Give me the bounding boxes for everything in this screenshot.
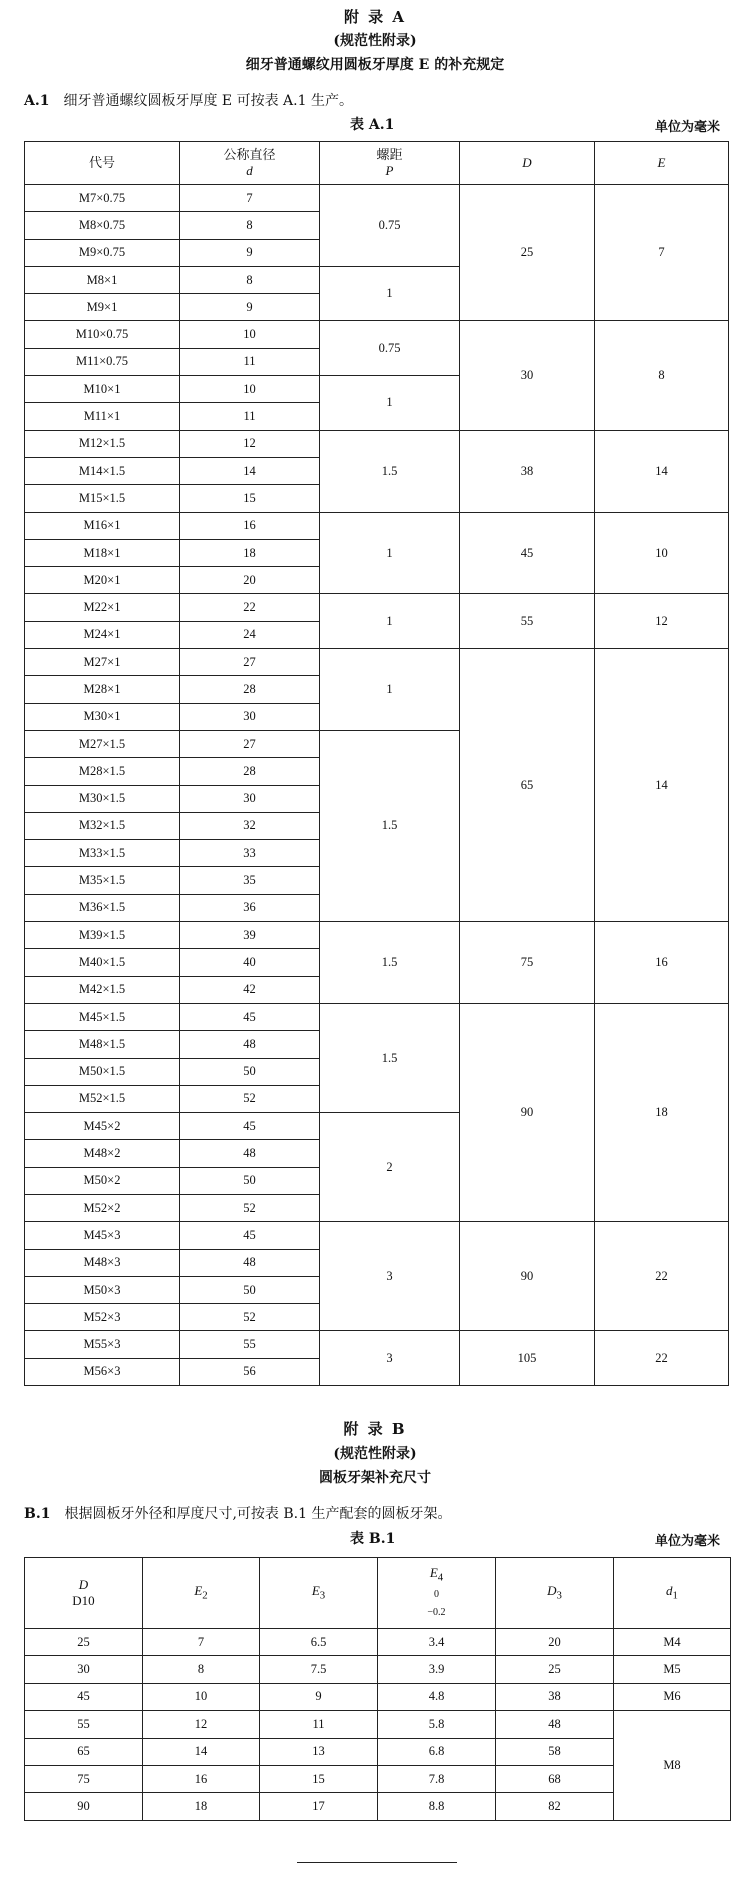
- cell-pitch: 1: [320, 594, 460, 649]
- table-row: [25, 185, 729, 212]
- header-b-E4-lower-tol: −0.2: [427, 1607, 446, 1619]
- cell-code: M10×0.75: [25, 321, 180, 348]
- cell-D3: 25: [496, 1656, 614, 1683]
- cell-code: M11×1: [25, 403, 180, 430]
- cell-code: M33×1.5: [25, 840, 180, 867]
- clause-a1: [24, 90, 353, 110]
- cell-code: M28×1.5: [25, 758, 180, 785]
- cell-nominal-diameter: 45: [180, 1222, 320, 1249]
- cell-pitch: 2: [320, 1113, 460, 1222]
- cell-D: 75: [460, 922, 595, 1004]
- header-E: E: [595, 142, 729, 185]
- cell-nominal-diameter: 14: [180, 457, 320, 484]
- cell-code: M35×1.5: [25, 867, 180, 894]
- cell-E: 10: [595, 512, 729, 594]
- cell-E2: 16: [143, 1765, 260, 1792]
- cell-nominal-diameter: 45: [180, 1113, 320, 1140]
- cell-E4: 3.4: [378, 1629, 496, 1656]
- cell-E: 7: [595, 185, 729, 321]
- cell-nominal-diameter: 7: [180, 185, 320, 212]
- cell-code: M20×1: [25, 567, 180, 594]
- table-b1-unit: 单位为毫米: [654, 1534, 720, 1549]
- cell-code: M50×2: [25, 1167, 180, 1194]
- cell-pitch: 1: [320, 649, 460, 731]
- cell-nominal-diameter: 11: [180, 403, 320, 430]
- clause-b1-text: 根据圆板牙外径和厚度尺寸,可按表 B.1 生产配套的圆板牙架。: [64, 1506, 452, 1522]
- clause-b1: [24, 1503, 451, 1523]
- cell-pitch: 1: [320, 512, 460, 594]
- cell-pitch: 1.5: [320, 1003, 460, 1112]
- cell-D: 90: [460, 1222, 595, 1331]
- header-b-D-tolerance: D10: [72, 1593, 95, 1608]
- cell-nominal-diameter: 11: [180, 348, 320, 375]
- cell-nominal-diameter: 35: [180, 867, 320, 894]
- cell-d1: M4: [614, 1629, 731, 1656]
- table-a1-header-row: [25, 142, 729, 185]
- cell-nominal-diameter: 22: [180, 594, 320, 621]
- cell-code: M11×0.75: [25, 348, 180, 375]
- cell-D3: 20: [496, 1629, 614, 1656]
- appendix-b-subtitle: 圆板牙架补充尺寸: [319, 1470, 431, 1486]
- cell-code: M50×3: [25, 1276, 180, 1303]
- cell-pitch: 1: [320, 376, 460, 431]
- cell-D: 75: [25, 1765, 143, 1792]
- cell-code: M50×1.5: [25, 1058, 180, 1085]
- cell-code: M27×1: [25, 649, 180, 676]
- cell-nominal-diameter: 28: [180, 758, 320, 785]
- cell-nominal-diameter: 50: [180, 1167, 320, 1194]
- cell-pitch: 1.5: [320, 730, 460, 921]
- cell-code: M30×1: [25, 703, 180, 730]
- cell-nominal-diameter: 9: [180, 294, 320, 321]
- cell-code: M8×1: [25, 266, 180, 293]
- cell-E2: 8: [143, 1656, 260, 1683]
- cell-nominal-diameter: 50: [180, 1058, 320, 1085]
- cell-code: M8×0.75: [25, 212, 180, 239]
- header-pitch-symbol: P: [385, 163, 394, 178]
- header-b-E2: $E_2$: [143, 1558, 260, 1629]
- cell-E3: 9: [260, 1683, 378, 1710]
- cell-nominal-diameter: 50: [180, 1276, 320, 1303]
- cell-E: 22: [595, 1331, 729, 1386]
- cell-nominal-diameter: 15: [180, 485, 320, 512]
- cell-D: 55: [460, 594, 595, 649]
- cell-E4: 8.8: [378, 1793, 496, 1820]
- table-row: [25, 1629, 731, 1656]
- table-row: [25, 922, 729, 949]
- cell-D: 30: [460, 321, 595, 430]
- table-b1-caption: 表 B.1: [350, 1531, 396, 1547]
- cell-nominal-diameter: 27: [180, 730, 320, 757]
- table-row: [25, 512, 729, 539]
- cell-nominal-diameter: 48: [180, 1249, 320, 1276]
- cell-E2: 10: [143, 1683, 260, 1710]
- header-pitch: [320, 142, 460, 185]
- table-row: [25, 321, 729, 348]
- cell-code: M42×1.5: [25, 976, 180, 1003]
- cell-pitch: 1.5: [320, 430, 460, 512]
- cell-code: M36×1.5: [25, 894, 180, 921]
- cell-E: 16: [595, 922, 729, 1004]
- cell-nominal-diameter: 20: [180, 567, 320, 594]
- cell-code: M56×3: [25, 1358, 180, 1385]
- cell-code: M48×3: [25, 1249, 180, 1276]
- cell-code: M24×1: [25, 621, 180, 648]
- cell-E: 14: [595, 430, 729, 512]
- table-a1-body: [25, 185, 729, 1386]
- header-b-d1: $d_1$: [614, 1558, 731, 1629]
- header-b-E3: $E_3$: [260, 1558, 378, 1629]
- header-b-D: [25, 1558, 143, 1629]
- table-row: [25, 1003, 729, 1030]
- cell-D: 45: [25, 1683, 143, 1710]
- cell-D3: 68: [496, 1765, 614, 1792]
- cell-D3: 38: [496, 1683, 614, 1710]
- cell-nominal-diameter: 33: [180, 840, 320, 867]
- cell-code: M9×1: [25, 294, 180, 321]
- cell-code: M14×1.5: [25, 457, 180, 484]
- table-row: [25, 1683, 731, 1710]
- header-D: D: [460, 142, 595, 185]
- cell-nominal-diameter: 40: [180, 949, 320, 976]
- cell-code: M30×1.5: [25, 785, 180, 812]
- cell-code: M32×1.5: [25, 812, 180, 839]
- cell-E3: 6.5: [260, 1629, 378, 1656]
- cell-nominal-diameter: 56: [180, 1358, 320, 1385]
- cell-E4: 4.8: [378, 1683, 496, 1710]
- table-row: [25, 649, 729, 676]
- cell-D: 45: [460, 512, 595, 594]
- cell-code: M15×1.5: [25, 485, 180, 512]
- end-rule: [297, 1862, 457, 1863]
- table-row: [25, 1711, 731, 1738]
- cell-nominal-diameter: 27: [180, 649, 320, 676]
- cell-nominal-diameter: 30: [180, 785, 320, 812]
- header-nominal-symbol: d: [246, 163, 253, 178]
- cell-d1: M8: [614, 1711, 731, 1821]
- table-row: [25, 594, 729, 621]
- cell-E: 22: [595, 1222, 729, 1331]
- header-pitch-label: 螺距: [376, 147, 403, 162]
- cell-nominal-diameter: 30: [180, 703, 320, 730]
- cell-nominal-diameter: 48: [180, 1031, 320, 1058]
- cell-pitch: 0.75: [320, 321, 460, 376]
- appendix-a-subtitle: 细牙普通螺纹用圆板牙厚度 E 的补充规定: [245, 57, 505, 73]
- cell-nominal-diameter: 8: [180, 212, 320, 239]
- cell-code: M45×2: [25, 1113, 180, 1140]
- cell-code: M52×1.5: [25, 1085, 180, 1112]
- cell-nominal-diameter: 24: [180, 621, 320, 648]
- cell-code: M48×2: [25, 1140, 180, 1167]
- header-nominal-diameter: [180, 142, 320, 185]
- cell-nominal-diameter: 10: [180, 376, 320, 403]
- cell-D: 90: [25, 1793, 143, 1820]
- table-row: [25, 430, 729, 457]
- cell-E4: 7.8: [378, 1765, 496, 1792]
- cell-E2: 7: [143, 1629, 260, 1656]
- cell-nominal-diameter: 10: [180, 321, 320, 348]
- cell-E: 8: [595, 321, 729, 430]
- cell-D: 55: [25, 1711, 143, 1738]
- cell-code: M39×1.5: [25, 922, 180, 949]
- cell-E: 18: [595, 1003, 729, 1221]
- cell-E3: 17: [260, 1793, 378, 1820]
- cell-code: M40×1.5: [25, 949, 180, 976]
- cell-nominal-diameter: 36: [180, 894, 320, 921]
- table-b1-body: [25, 1629, 731, 1821]
- cell-E4: 5.8: [378, 1711, 496, 1738]
- cell-code: M28×1: [25, 676, 180, 703]
- cell-d1: M6: [614, 1683, 731, 1710]
- cell-code: M22×1: [25, 594, 180, 621]
- cell-D: 30: [25, 1656, 143, 1683]
- cell-pitch: 3: [320, 1222, 460, 1331]
- cell-D: 25: [460, 185, 595, 321]
- table-b1-header-row: [25, 1558, 731, 1629]
- cell-code: M7×0.75: [25, 185, 180, 212]
- table-a1-caption: 表 A.1: [350, 117, 395, 133]
- table-a1-unit: 单位为毫米: [654, 120, 720, 135]
- cell-code: M52×2: [25, 1194, 180, 1221]
- cell-code: M48×1.5: [25, 1031, 180, 1058]
- appendix-b-type: (规范性附录): [333, 1446, 417, 1462]
- cell-code: M12×1.5: [25, 430, 180, 457]
- cell-nominal-diameter: 52: [180, 1194, 320, 1221]
- cell-nominal-diameter: 12: [180, 430, 320, 457]
- cell-E3: 13: [260, 1738, 378, 1765]
- cell-nominal-diameter: 39: [180, 922, 320, 949]
- cell-nominal-diameter: 32: [180, 812, 320, 839]
- cell-code: M16×1: [25, 512, 180, 539]
- cell-nominal-diameter: 18: [180, 539, 320, 566]
- cell-E: 12: [595, 594, 729, 649]
- cell-nominal-diameter: 55: [180, 1331, 320, 1358]
- cell-nominal-diameter: 45: [180, 1003, 320, 1030]
- cell-D: 90: [460, 1003, 595, 1221]
- cell-code: M45×3: [25, 1222, 180, 1249]
- cell-pitch: 3: [320, 1331, 460, 1386]
- cell-E4: 3.9: [378, 1656, 496, 1683]
- appendix-a-type: (规范性附录): [333, 33, 417, 49]
- cell-code: M18×1: [25, 539, 180, 566]
- cell-D3: 48: [496, 1711, 614, 1738]
- clause-a1-number: A.1: [24, 93, 50, 109]
- cell-code: M55×3: [25, 1331, 180, 1358]
- cell-D3: 58: [496, 1738, 614, 1765]
- cell-nominal-diameter: 8: [180, 266, 320, 293]
- cell-code: M9×0.75: [25, 239, 180, 266]
- cell-E3: 7.5: [260, 1656, 378, 1683]
- cell-E: 14: [595, 649, 729, 922]
- header-b-E4-upper-tol: 0: [434, 1589, 439, 1601]
- appendix-b-title: 附 录 B: [343, 1420, 407, 1438]
- table-row: [25, 1222, 729, 1249]
- clause-a1-text: 细牙普通螺纹圆板牙厚度 E 可按表 A.1 生产。: [63, 93, 353, 109]
- table-a1: [24, 141, 729, 1386]
- cell-E2: 14: [143, 1738, 260, 1765]
- table-row: [25, 1331, 729, 1358]
- cell-D: 65: [25, 1738, 143, 1765]
- cell-D: 38: [460, 430, 595, 512]
- header-code: 代号: [25, 142, 180, 185]
- cell-D: 65: [460, 649, 595, 922]
- cell-nominal-diameter: 52: [180, 1304, 320, 1331]
- cell-nominal-diameter: 28: [180, 676, 320, 703]
- cell-code: M10×1: [25, 376, 180, 403]
- cell-code: M27×1.5: [25, 730, 180, 757]
- cell-pitch: 1.5: [320, 922, 460, 1004]
- cell-D: 25: [25, 1629, 143, 1656]
- cell-E4: 6.8: [378, 1738, 496, 1765]
- cell-code: M52×3: [25, 1304, 180, 1331]
- cell-E2: 18: [143, 1793, 260, 1820]
- header-b-D-symbol: D: [78, 1577, 89, 1592]
- cell-pitch: 1: [320, 266, 460, 321]
- appendix-a-title: 附 录 A: [343, 8, 407, 26]
- header-b-E4: $E_4$ 0 −0.2: [378, 1558, 496, 1629]
- header-nominal-label: 公称直径: [223, 147, 276, 162]
- cell-nominal-diameter: 48: [180, 1140, 320, 1167]
- clause-b1-number: B.1: [24, 1506, 51, 1522]
- cell-nominal-diameter: 42: [180, 976, 320, 1003]
- cell-pitch: 0.75: [320, 185, 460, 267]
- header-b-D3: $D_3$: [496, 1558, 614, 1629]
- cell-E2: 12: [143, 1711, 260, 1738]
- cell-d1: M5: [614, 1656, 731, 1683]
- table-row: [25, 1656, 731, 1683]
- cell-code: M45×1.5: [25, 1003, 180, 1030]
- cell-D3: 82: [496, 1793, 614, 1820]
- cell-nominal-diameter: 52: [180, 1085, 320, 1112]
- table-b1: [24, 1557, 731, 1821]
- cell-E3: 15: [260, 1765, 378, 1792]
- cell-nominal-diameter: 16: [180, 512, 320, 539]
- cell-E3: 11: [260, 1711, 378, 1738]
- cell-nominal-diameter: 9: [180, 239, 320, 266]
- cell-D: 105: [460, 1331, 595, 1386]
